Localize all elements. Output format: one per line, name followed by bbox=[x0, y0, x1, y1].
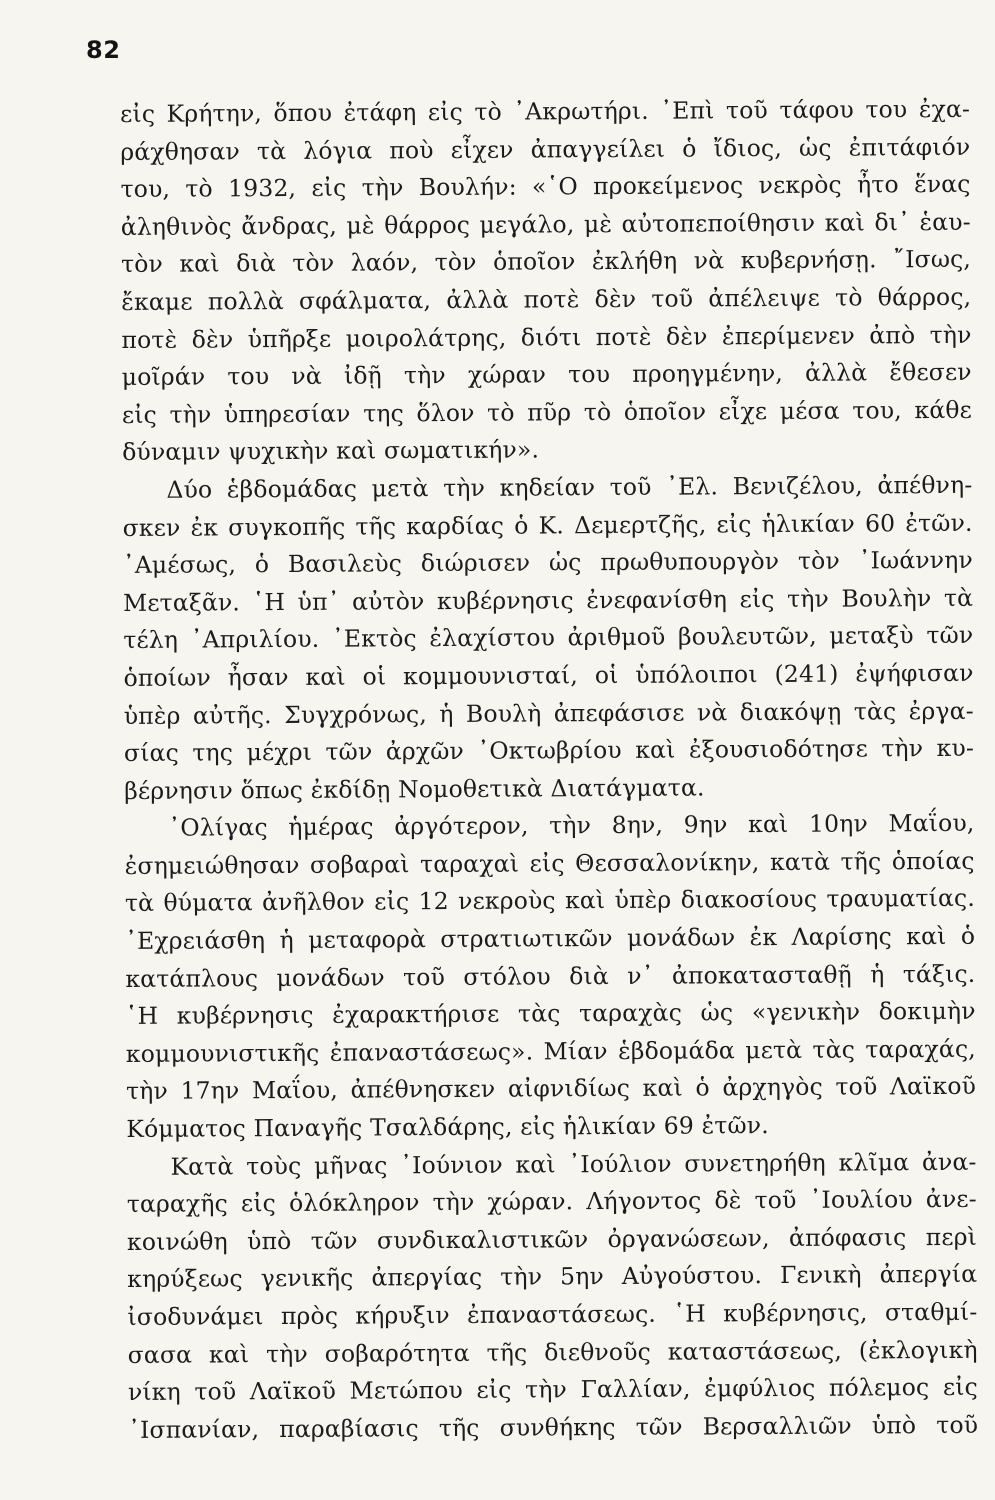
text-line: βέρνησιν ὅπως ἐκδίδῃ Νομοθετικὰ Διατάγματα. bbox=[124, 773, 705, 805]
text-line: τὰ θύματα ἀνῆλθον εἰς 12 νεκροὺς καὶ ὑπὲρ διακοσίους τραυματίας. bbox=[124, 884, 976, 918]
text-line: τὸν καὶ διὰ τὸν λαόν, τὸν ὁποῖον ἐκλήθη νὰ κυβερνήσῃ. ῎Ισως, bbox=[120, 245, 972, 279]
text-line: σασα καὶ τὴν σοβαρότητα τῆς διεθνοῦς καταστάσεως, (ἐκλογικὴ bbox=[127, 1335, 978, 1369]
text-line: ποτὲ δὲν ὑπῆρξε μοιρολάτρης, διότι ποτὲ δὲν ἐπερίμενεν ἀπὸ τὴν bbox=[121, 320, 972, 354]
text-line: νίκη τοῦ Λαϊκοῦ Μετώπου εἰς τὴν Γαλλίαν, ἐμφύλιος πόλεμος εἰς bbox=[127, 1372, 978, 1407]
text-line: ἔκαμε πολλὰ σφάλματα, ἀλλὰ ποτὲ δὲν τοῦ ἀπέλειψε τὸ θάρρος, bbox=[121, 282, 972, 316]
text-line: ἐσημειώθησαν σοβαραὶ ταραχαὶ εἰς Θεσσαλονίκην, κατὰ τῆς ὁποίας bbox=[124, 846, 975, 880]
body-text bbox=[120, 91, 978, 1450]
text-line: μοῖράν του νὰ ἰδῇ τὴν χώραν του προηγμένην, ἀλλὰ ἔθεσεν bbox=[121, 357, 972, 392]
text-line: ᾿Εχρειάσθη ἡ μεταφορὰ στρατιωτικῶν μονάδων ἐκ Λαρίσης καὶ ὁ bbox=[125, 921, 976, 956]
text-line: Κόμματος Παναγῆς Τσαλδάρης, εἰς ἡλικίαν 69 ἐτῶν. bbox=[126, 1111, 769, 1144]
text-line: του, τὸ 1932, εἰς τὴν Βουλήν: «῾Ο προκείμενος νεκρὸς ἦτο ἕνας bbox=[120, 169, 971, 204]
text-line: εἰς τὴν ὑπηρεσίαν της ὅλον τὸ πῦρ τὸ ὁποῖον εἶχε μέσα του, κάθε bbox=[121, 395, 973, 429]
text-line: κοινώθη ὑπὸ τῶν συνδικαλιστικῶν ὀργανώσεων, ἀπόφασις περὶ bbox=[126, 1222, 978, 1256]
text-line: ράχθησαν τὰ λόγια ποὺ εἶχεν ἀπαγγείλει ὁ ἴδιος, ὡς ἐπιτάφιόν bbox=[120, 132, 971, 166]
text-line: κηρύξεως γενικῆς ἀπεργίας τὴν 5ην Αὐγούστου. Γενικὴ ἀπεργία bbox=[127, 1260, 978, 1294]
text-line: σίας της μέχρι τῶν ἀρχῶν ᾿Οκτωβρίου καὶ ἐξουσιοδότησε τὴν κυ- bbox=[123, 733, 975, 768]
text-line: ἀληθινὸς ἄνδρας, μὲ θάρρος μεγάλο, μὲ αὐτοπεποίθησιν καὶ δι᾿ ἑαυ- bbox=[120, 207, 971, 241]
text-line: ἰσοδυνάμει πρὸς κήρυξιν ἐπαναστάσεως. ῾Η κυβέρνησις, σταθμί- bbox=[127, 1297, 978, 1331]
paragraph-start-line: Δύο ἑβδομάδας μετὰ τὴν κηδείαν τοῦ ᾿Ελ. Βενιζέλου, ἀπέθνη- bbox=[166, 470, 973, 504]
text-line: εἰς Κρήτην, ὅπου ἐτάφη εἰς τὸ ᾿Ακρωτήρι. ᾿Επὶ τοῦ τάφου του ἐχα- bbox=[120, 94, 971, 128]
text-line: κατάπλους μονάδων τοῦ στόλου διὰ ν᾿ ἀποκατασταθῇ ἡ τάξις. bbox=[125, 959, 976, 993]
text-line: ταραχῆς εἰς ὁλόκληρον τὴν χώραν. Λήγοντος δὲ τοῦ ᾿Ιουλίου ἀνε- bbox=[126, 1185, 977, 1219]
text-line: τὴν 17ην Μαΐου, ἀπέθνησκεν αἰφνιδίως καὶ ὁ ἀρχηγὸς τοῦ Λαϊκοῦ bbox=[125, 1072, 977, 1106]
text-line: δύναμιν ψυχικὴν καὶ σωματικήν». bbox=[122, 435, 540, 467]
text-line: ὁποίων ἦσαν καὶ οἱ κομμουνισταί, οἱ ὑπόλοιποι (241) ἐψήφισαν bbox=[123, 658, 974, 692]
text-line: Μεταξᾶν. ῾Η ὑπ᾿ αὐτὸν κυβέρνησις ἐνεφανίσθη εἰς τὴν Βουλὴν τὰ bbox=[123, 583, 974, 617]
text-line: ᾿Ισπανίαν, παραβίασις τῆς συνθήκης τῶν Βερσαλλιῶν ὑπὸ τοῦ bbox=[128, 1410, 979, 1444]
text-line: κομμουνιστικῆς ἐπαναστάσεως». Μίαν ἑβδομάδα μετὰ τὰς ταραχάς, bbox=[125, 1034, 976, 1068]
text-line: ὑπὲρ αὐτῆς. Συγχρόνως, ἡ Βουλὴ ἀπεφάσισε νὰ διακόψῃ τὰς ἐργα- bbox=[123, 696, 974, 730]
text-line: ῾Η κυβέρνησις ἐχαρακτήρισε τὰς ταραχὰς ὡς «γενικὴν δοκιμὴν bbox=[125, 997, 976, 1031]
paragraph-start-line: ᾿Ολίγας ἡμέρας ἀργότερον, τὴν 8ην, 9ην καὶ 10ην Μαΐου, bbox=[168, 809, 975, 842]
page-number: 82 bbox=[86, 36, 121, 64]
text-line: ᾿Αμέσως, ὁ Βασιλεὺς διώρισεν ὡς πρωθυπουργὸν τὸν ᾿Ιωάννην bbox=[122, 545, 973, 580]
text-line: τέλη ᾿Απριλίου. ᾿Εκτὸς ἐλαχίστου ἀριθμοῦ βουλευτῶν, μεταξὺ τῶν bbox=[123, 621, 974, 655]
text-line: σκεν ἐκ συγκοπῆς τῆς καρδίας ὁ Κ. Δεμερτζῆς, εἰς ἡλικίαν 60 ἐτῶν. bbox=[122, 508, 973, 542]
paragraph-start-line: Κατὰ τοὺς μῆνας ᾿Ιούνιον καὶ ᾿Ιούλιον συνετηρήθη κλῖμα ἀνα- bbox=[170, 1147, 977, 1181]
